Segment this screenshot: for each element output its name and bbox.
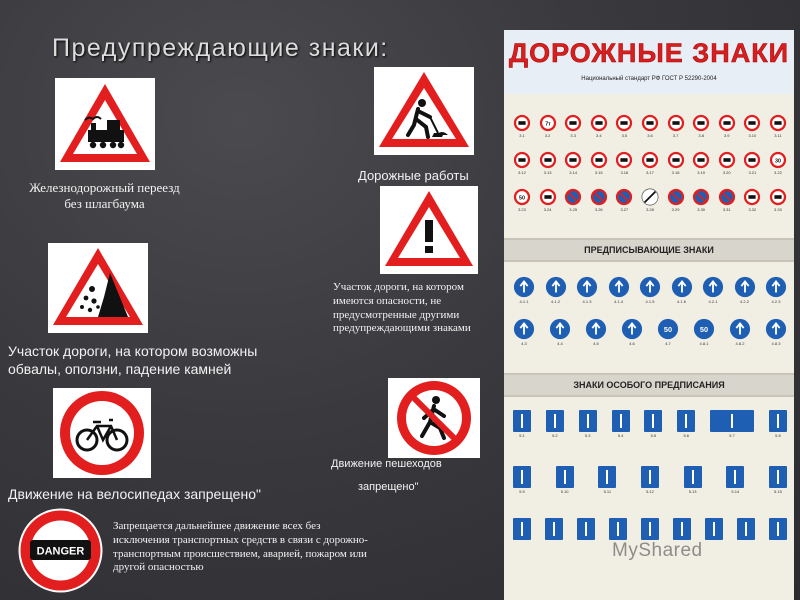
sign-number: 3.29 bbox=[671, 207, 680, 212]
prohibitory-sign-icon bbox=[590, 151, 608, 169]
prohibitory-sign-icon bbox=[641, 114, 659, 132]
svg-text:30: 30 bbox=[774, 158, 781, 165]
prohibitory-sign-icon bbox=[590, 114, 608, 132]
prohibitory-sign-icon bbox=[615, 151, 633, 169]
prohibitory-sign-icon bbox=[615, 188, 633, 206]
special-section-band bbox=[504, 373, 794, 397]
poster-special-sign bbox=[736, 518, 756, 548]
sign-number: 4.1.5 bbox=[645, 299, 655, 304]
special-sign-icon bbox=[769, 518, 787, 540]
poster-prohibitory-sign bbox=[640, 188, 660, 215]
sign-number: 4.7 bbox=[665, 341, 671, 346]
poster-prohibitory-sign bbox=[563, 188, 583, 215]
sign-number: 3.7 bbox=[672, 133, 679, 138]
poster-special-sign bbox=[640, 466, 660, 496]
sign-number: 5.7 bbox=[729, 433, 735, 438]
sign-number: 5.10 bbox=[560, 489, 569, 494]
poster-special-sign bbox=[768, 466, 788, 496]
sign-number: 3.11 bbox=[774, 133, 782, 138]
mandatory-sign-icon bbox=[671, 276, 693, 298]
prohibitory-sign-icon bbox=[615, 114, 633, 132]
special-sign-icon bbox=[705, 518, 723, 540]
poster-mandatory-sign bbox=[548, 318, 572, 356]
sign-number: 4.2.1 bbox=[708, 299, 718, 304]
special-sign-icon bbox=[579, 410, 597, 432]
sign-number: 3.32 bbox=[748, 207, 757, 212]
poster-prohibitory-sign bbox=[538, 151, 558, 178]
sign-number: 3.30 bbox=[697, 207, 706, 212]
poster-mandatory-sign bbox=[512, 276, 536, 314]
poster-mandatory-sign bbox=[620, 318, 644, 356]
poster-mandatory-sign bbox=[701, 276, 725, 314]
prohibitory-row-2 bbox=[512, 151, 788, 178]
danger-sign-text: DANGER bbox=[36, 545, 85, 558]
sign-number: 4.1.6 bbox=[677, 299, 686, 304]
poster-mandatory-sign bbox=[584, 318, 608, 356]
poster-special-sign bbox=[576, 518, 596, 548]
sign-number: 4.2.2 bbox=[740, 299, 749, 304]
sign-number: 5.13 bbox=[688, 489, 697, 494]
poster-mandatory-sign bbox=[728, 318, 752, 356]
special-sign-icon bbox=[769, 410, 787, 432]
sign-number: 3.2 bbox=[544, 133, 551, 138]
sign-number: 3.20 bbox=[722, 170, 731, 175]
falling-rocks-sign bbox=[48, 243, 148, 333]
sign-number: 3.18 bbox=[671, 170, 680, 175]
poster-special-sign bbox=[709, 410, 755, 440]
mandatory-row-1 bbox=[512, 276, 788, 314]
poster-prohibitory-sign bbox=[768, 151, 788, 178]
poster-prohibitory-sign bbox=[614, 151, 634, 178]
sign-number: 3.14 bbox=[569, 170, 578, 175]
mandatory-sign-icon bbox=[545, 276, 567, 298]
poster-prohibitory-sign bbox=[666, 151, 686, 178]
mandatory-sign-icon bbox=[608, 276, 630, 298]
poster-prohibitory-sign bbox=[691, 188, 711, 215]
poster-prohibitory-sign bbox=[691, 151, 711, 178]
sign-number: 5.1 bbox=[519, 433, 525, 438]
special-sign-icon bbox=[710, 410, 754, 432]
prohibitory-sign-icon bbox=[692, 151, 710, 169]
sign-number: 5.11 bbox=[603, 489, 612, 494]
poster-prohibitory-sign bbox=[768, 188, 788, 215]
sign-number: 3.10 bbox=[748, 133, 757, 138]
poster-special-sign bbox=[611, 410, 631, 440]
poster-special-sign bbox=[545, 410, 565, 440]
svg-text:50: 50 bbox=[663, 324, 673, 334]
poster-prohibitory-sign bbox=[640, 114, 660, 141]
railway-crossing-sign bbox=[55, 78, 155, 170]
poster-mandatory-sign bbox=[638, 276, 662, 314]
no-bicycles-sign bbox=[53, 388, 151, 478]
prohibitory-sign-icon bbox=[718, 188, 736, 206]
poster-special-sign bbox=[597, 466, 617, 496]
poster-special-sign bbox=[512, 518, 532, 548]
poster-mandatory-sign bbox=[764, 318, 788, 356]
sign-number: 4.1.3 bbox=[582, 299, 592, 304]
poster-prohibitory-sign bbox=[717, 188, 737, 215]
poster-special-sign bbox=[704, 518, 724, 548]
poster-prohibitory-sign bbox=[666, 188, 686, 215]
poster-prohibitory-sign bbox=[691, 114, 711, 141]
other-dangers-icon bbox=[380, 186, 478, 274]
poster-subtitle: Национальный стандарт РФ ГОСТ Р 52290-2004 bbox=[581, 76, 717, 82]
sign-number: 4.1.4 bbox=[614, 299, 623, 304]
mandatory-sign-icon bbox=[513, 318, 535, 340]
sign-number: 4.1.1 bbox=[519, 299, 529, 304]
poster-mandatory-sign bbox=[692, 318, 716, 356]
falling-rocks-caption: Участок дороги, на котором возможны обвалы, оползни, падение камней bbox=[8, 343, 258, 377]
prohibitory-sign-icon bbox=[513, 114, 531, 132]
mandatory-sign-icon bbox=[621, 318, 643, 340]
poster-prohibitory-sign bbox=[512, 114, 532, 141]
sign-number: 3.6 bbox=[647, 133, 653, 138]
sign-number: 3.33 bbox=[774, 207, 782, 212]
danger-sign-icon bbox=[18, 508, 103, 593]
road-works-icon bbox=[374, 67, 474, 155]
prohibitory-sign-icon bbox=[769, 114, 787, 132]
sign-number: 4.8.3 bbox=[771, 341, 781, 346]
special-sign-icon bbox=[556, 466, 574, 488]
prohibitory-sign-icon bbox=[667, 114, 685, 132]
slide-title: Предупреждающие знаки: bbox=[52, 34, 389, 62]
poster-prohibitory-sign bbox=[742, 188, 762, 215]
mandatory-sign-icon bbox=[513, 276, 535, 298]
poster-prohibitory-sign bbox=[768, 114, 788, 141]
mandatory-sign-icon bbox=[765, 318, 787, 340]
sign-number: 5.4 bbox=[617, 433, 624, 438]
prohibitory-sign-icon bbox=[743, 188, 761, 206]
special-sign-icon bbox=[612, 410, 630, 432]
poster-mandatory-sign bbox=[670, 276, 694, 314]
prohibitory-sign-icon bbox=[564, 114, 582, 132]
mandatory-sign-icon bbox=[765, 276, 787, 298]
prohibitory-sign-icon bbox=[539, 114, 557, 132]
road-works-caption: Дорожные работы bbox=[358, 168, 469, 183]
poster-prohibitory-sign bbox=[589, 188, 609, 215]
special-sign-icon bbox=[598, 466, 616, 488]
road-works-sign bbox=[374, 67, 474, 155]
no-pedestrians-sign bbox=[388, 378, 480, 458]
danger-sign bbox=[18, 508, 103, 593]
poster-header bbox=[504, 30, 794, 94]
sign-number: 4.3 bbox=[521, 341, 527, 346]
no-pedestrians-caption-line1: Движение пешеходов bbox=[331, 458, 442, 470]
prohibitory-sign-icon bbox=[769, 151, 787, 169]
sign-number: 4.1.2 bbox=[551, 299, 560, 304]
mandatory-section-band bbox=[504, 238, 794, 262]
railway-crossing-icon bbox=[55, 78, 155, 170]
danger-sign-caption: Запрещается дальнейшее движение всех без исключения транспортных средств в связи с дорожно-транспортным происшествием, аварией, пожаром или другой опасностью bbox=[113, 520, 368, 574]
poster-prohibitory-sign bbox=[614, 188, 634, 215]
prohibitory-sign-icon bbox=[692, 188, 710, 206]
special-sign-icon bbox=[545, 518, 563, 540]
svg-text:7т: 7т bbox=[544, 121, 551, 128]
mandatory-sign-icon bbox=[549, 318, 571, 340]
special-sign-icon bbox=[726, 466, 744, 488]
prohibitory-sign-icon bbox=[718, 114, 736, 132]
special-sign-icon bbox=[641, 466, 659, 488]
poster-mandatory-sign bbox=[512, 318, 536, 356]
sign-number: 4.8.1 bbox=[699, 341, 709, 346]
no-bicycles-icon bbox=[53, 388, 151, 478]
poster-prohibitory-sign bbox=[589, 114, 609, 141]
sign-number: 5.5 bbox=[650, 433, 657, 438]
special-sign-icon bbox=[546, 410, 564, 432]
falling-rocks-icon bbox=[48, 243, 148, 333]
sign-number: 3.15 bbox=[594, 170, 603, 175]
prohibitory-sign-icon bbox=[769, 188, 787, 206]
poster-prohibitory-sign bbox=[717, 151, 737, 178]
poster-prohibitory-sign bbox=[666, 114, 686, 141]
prohibitory-row-1 bbox=[512, 114, 788, 141]
poster-special-sign bbox=[555, 466, 575, 496]
poster-prohibitory-sign bbox=[512, 188, 532, 215]
prohibitory-sign-icon bbox=[539, 151, 557, 169]
sign-number: 5.12 bbox=[646, 489, 654, 494]
prohibitory-sign-icon bbox=[564, 188, 582, 206]
poster-special-sign bbox=[544, 518, 564, 548]
mandatory-sign-icon bbox=[734, 276, 756, 298]
special-sign-icon bbox=[609, 518, 627, 540]
poster-prohibitory-sign bbox=[717, 114, 737, 141]
sign-number: 3.25 bbox=[569, 207, 578, 212]
sign-number: 5.8 bbox=[775, 433, 781, 438]
special-sign-icon bbox=[644, 410, 662, 432]
poster-prohibitory-sign bbox=[538, 188, 558, 215]
sign-number: 4.5 bbox=[593, 341, 599, 346]
other-dangers-caption: Участок дороги, на котором имеются опасности, не предусмотренные другими предупреждающими знаками bbox=[333, 281, 471, 335]
special-sign-icon bbox=[513, 518, 531, 540]
sign-number: 3.12 bbox=[518, 170, 526, 175]
poster-mandatory-sign bbox=[544, 276, 568, 314]
sign-number: 3.27 bbox=[620, 207, 629, 212]
poster-title: ДОРОЖНЫЕ ЗНАКИ bbox=[508, 38, 790, 68]
poster-special-sign bbox=[725, 466, 745, 496]
special-section-title: ЗНАКИ ОСОБОГО ПРЕДПИСАНИЯ bbox=[573, 380, 725, 390]
sign-number: 3.9 bbox=[723, 133, 730, 138]
sign-number: 4.2.3 bbox=[771, 299, 781, 304]
special-sign-icon bbox=[737, 518, 755, 540]
prohibitory-row-3 bbox=[512, 188, 788, 215]
poster-special-sign bbox=[768, 410, 788, 440]
sign-number: 5.2 bbox=[552, 433, 558, 438]
myshared-watermark: MyShared bbox=[612, 540, 703, 561]
poster-special-sign bbox=[643, 410, 663, 440]
prohibitory-sign-icon bbox=[641, 151, 659, 169]
sign-number: 5.6 bbox=[683, 433, 689, 438]
sign-number: 5.3 bbox=[584, 433, 591, 438]
prohibitory-sign-icon bbox=[743, 114, 761, 132]
road-signs-poster bbox=[504, 30, 794, 600]
prohibitory-sign-icon bbox=[667, 188, 685, 206]
sign-number: 3.22 bbox=[774, 170, 782, 175]
prohibitory-sign-icon bbox=[539, 188, 557, 206]
poster-special-sign bbox=[676, 410, 696, 440]
prohibitory-sign-icon bbox=[641, 188, 659, 206]
sign-number: 3.3 bbox=[570, 133, 576, 138]
sign-number: 5.15 bbox=[774, 489, 782, 494]
mandatory-sign-icon bbox=[657, 318, 679, 340]
prohibitory-sign-icon bbox=[513, 151, 531, 169]
sign-number: 3.31 bbox=[722, 207, 731, 212]
other-dangers-sign bbox=[380, 186, 478, 274]
prohibitory-sign-icon bbox=[692, 114, 710, 132]
mandatory-row-2 bbox=[512, 318, 788, 356]
sign-number: 3.21 bbox=[748, 170, 757, 175]
poster-prohibitory-sign bbox=[742, 151, 762, 178]
sign-number: 3.26 bbox=[594, 207, 603, 212]
no-pedestrians-icon bbox=[388, 378, 480, 458]
prohibitory-sign-icon bbox=[564, 151, 582, 169]
prohibitory-sign-icon bbox=[667, 151, 685, 169]
poster-prohibitory-sign bbox=[563, 114, 583, 141]
no-pedestrians-caption-line2: запрещено" bbox=[358, 481, 419, 493]
poster-prohibitory-sign bbox=[640, 151, 660, 178]
poster-prohibitory-sign bbox=[589, 151, 609, 178]
sign-number: 3.8 bbox=[698, 133, 704, 138]
mandatory-sign-icon bbox=[639, 276, 661, 298]
poster-prohibitory-sign bbox=[563, 151, 583, 178]
mandatory-sign-icon bbox=[729, 318, 751, 340]
sign-number: 5.9 bbox=[519, 489, 525, 494]
svg-text:50: 50 bbox=[519, 195, 525, 202]
special-sign-icon bbox=[513, 410, 531, 432]
mandatory-sign-icon bbox=[702, 276, 724, 298]
prohibitory-sign-icon bbox=[513, 188, 531, 206]
poster-special-sign bbox=[683, 466, 703, 496]
mandatory-sign-icon bbox=[693, 318, 715, 340]
mandatory-sign-icon bbox=[576, 276, 598, 298]
poster-mandatory-sign bbox=[764, 276, 788, 314]
sign-number: 3.24 bbox=[543, 207, 552, 212]
poster-prohibitory-sign bbox=[742, 114, 762, 141]
poster-prohibitory-sign bbox=[614, 114, 634, 141]
no-bicycles-caption: Движение на велосипедах запрещено" bbox=[8, 486, 261, 502]
sign-number: 3.1 bbox=[519, 133, 525, 138]
prohibitory-sign-icon bbox=[743, 151, 761, 169]
poster-mandatory-sign bbox=[607, 276, 631, 314]
svg-text:50: 50 bbox=[699, 324, 709, 334]
sign-number: 4.4 bbox=[557, 341, 563, 346]
sign-number: 3.13 bbox=[543, 170, 552, 175]
special-sign-icon bbox=[677, 410, 695, 432]
poster-mandatory-sign bbox=[733, 276, 757, 314]
sign-number: 3.16 bbox=[620, 170, 629, 175]
special-sign-icon bbox=[641, 518, 659, 540]
railway-crossing-caption: Железнодорожный переезд без шлагбаума bbox=[29, 180, 180, 212]
special-sign-icon bbox=[577, 518, 595, 540]
sign-number: 3.5 bbox=[621, 133, 628, 138]
special-sign-icon bbox=[673, 518, 691, 540]
prohibitory-sign-icon bbox=[590, 188, 608, 206]
sign-number: 3.17 bbox=[646, 170, 654, 175]
poster-special-sign bbox=[578, 410, 598, 440]
sign-number: 3.28 bbox=[646, 207, 654, 212]
special-sign-icon bbox=[513, 466, 531, 488]
poster-prohibitory-sign bbox=[512, 151, 532, 178]
poster-prohibitory-sign bbox=[538, 114, 558, 141]
special-sign-icon bbox=[769, 466, 787, 488]
sign-number: 3.4 bbox=[596, 133, 602, 138]
sign-number: 3.19 bbox=[697, 170, 706, 175]
special-row-1 bbox=[512, 410, 788, 440]
mandatory-section-title: ПРЕДПИСЫВАЮЩИЕ ЗНАКИ bbox=[584, 245, 714, 255]
special-sign-icon bbox=[684, 466, 702, 488]
sign-number: 3.23 bbox=[518, 207, 526, 212]
prohibitory-sign-icon bbox=[718, 151, 736, 169]
poster-special-sign bbox=[512, 466, 532, 496]
mandatory-sign-icon bbox=[585, 318, 607, 340]
sign-number: 4.8.2 bbox=[735, 341, 745, 346]
poster-special-sign bbox=[768, 518, 788, 548]
sign-number: 4.6 bbox=[629, 341, 635, 346]
sign-number: 5.14 bbox=[731, 489, 740, 494]
poster-mandatory-sign bbox=[656, 318, 680, 356]
poster-special-sign bbox=[512, 410, 532, 440]
poster-mandatory-sign bbox=[575, 276, 599, 314]
special-row-2 bbox=[512, 466, 788, 496]
